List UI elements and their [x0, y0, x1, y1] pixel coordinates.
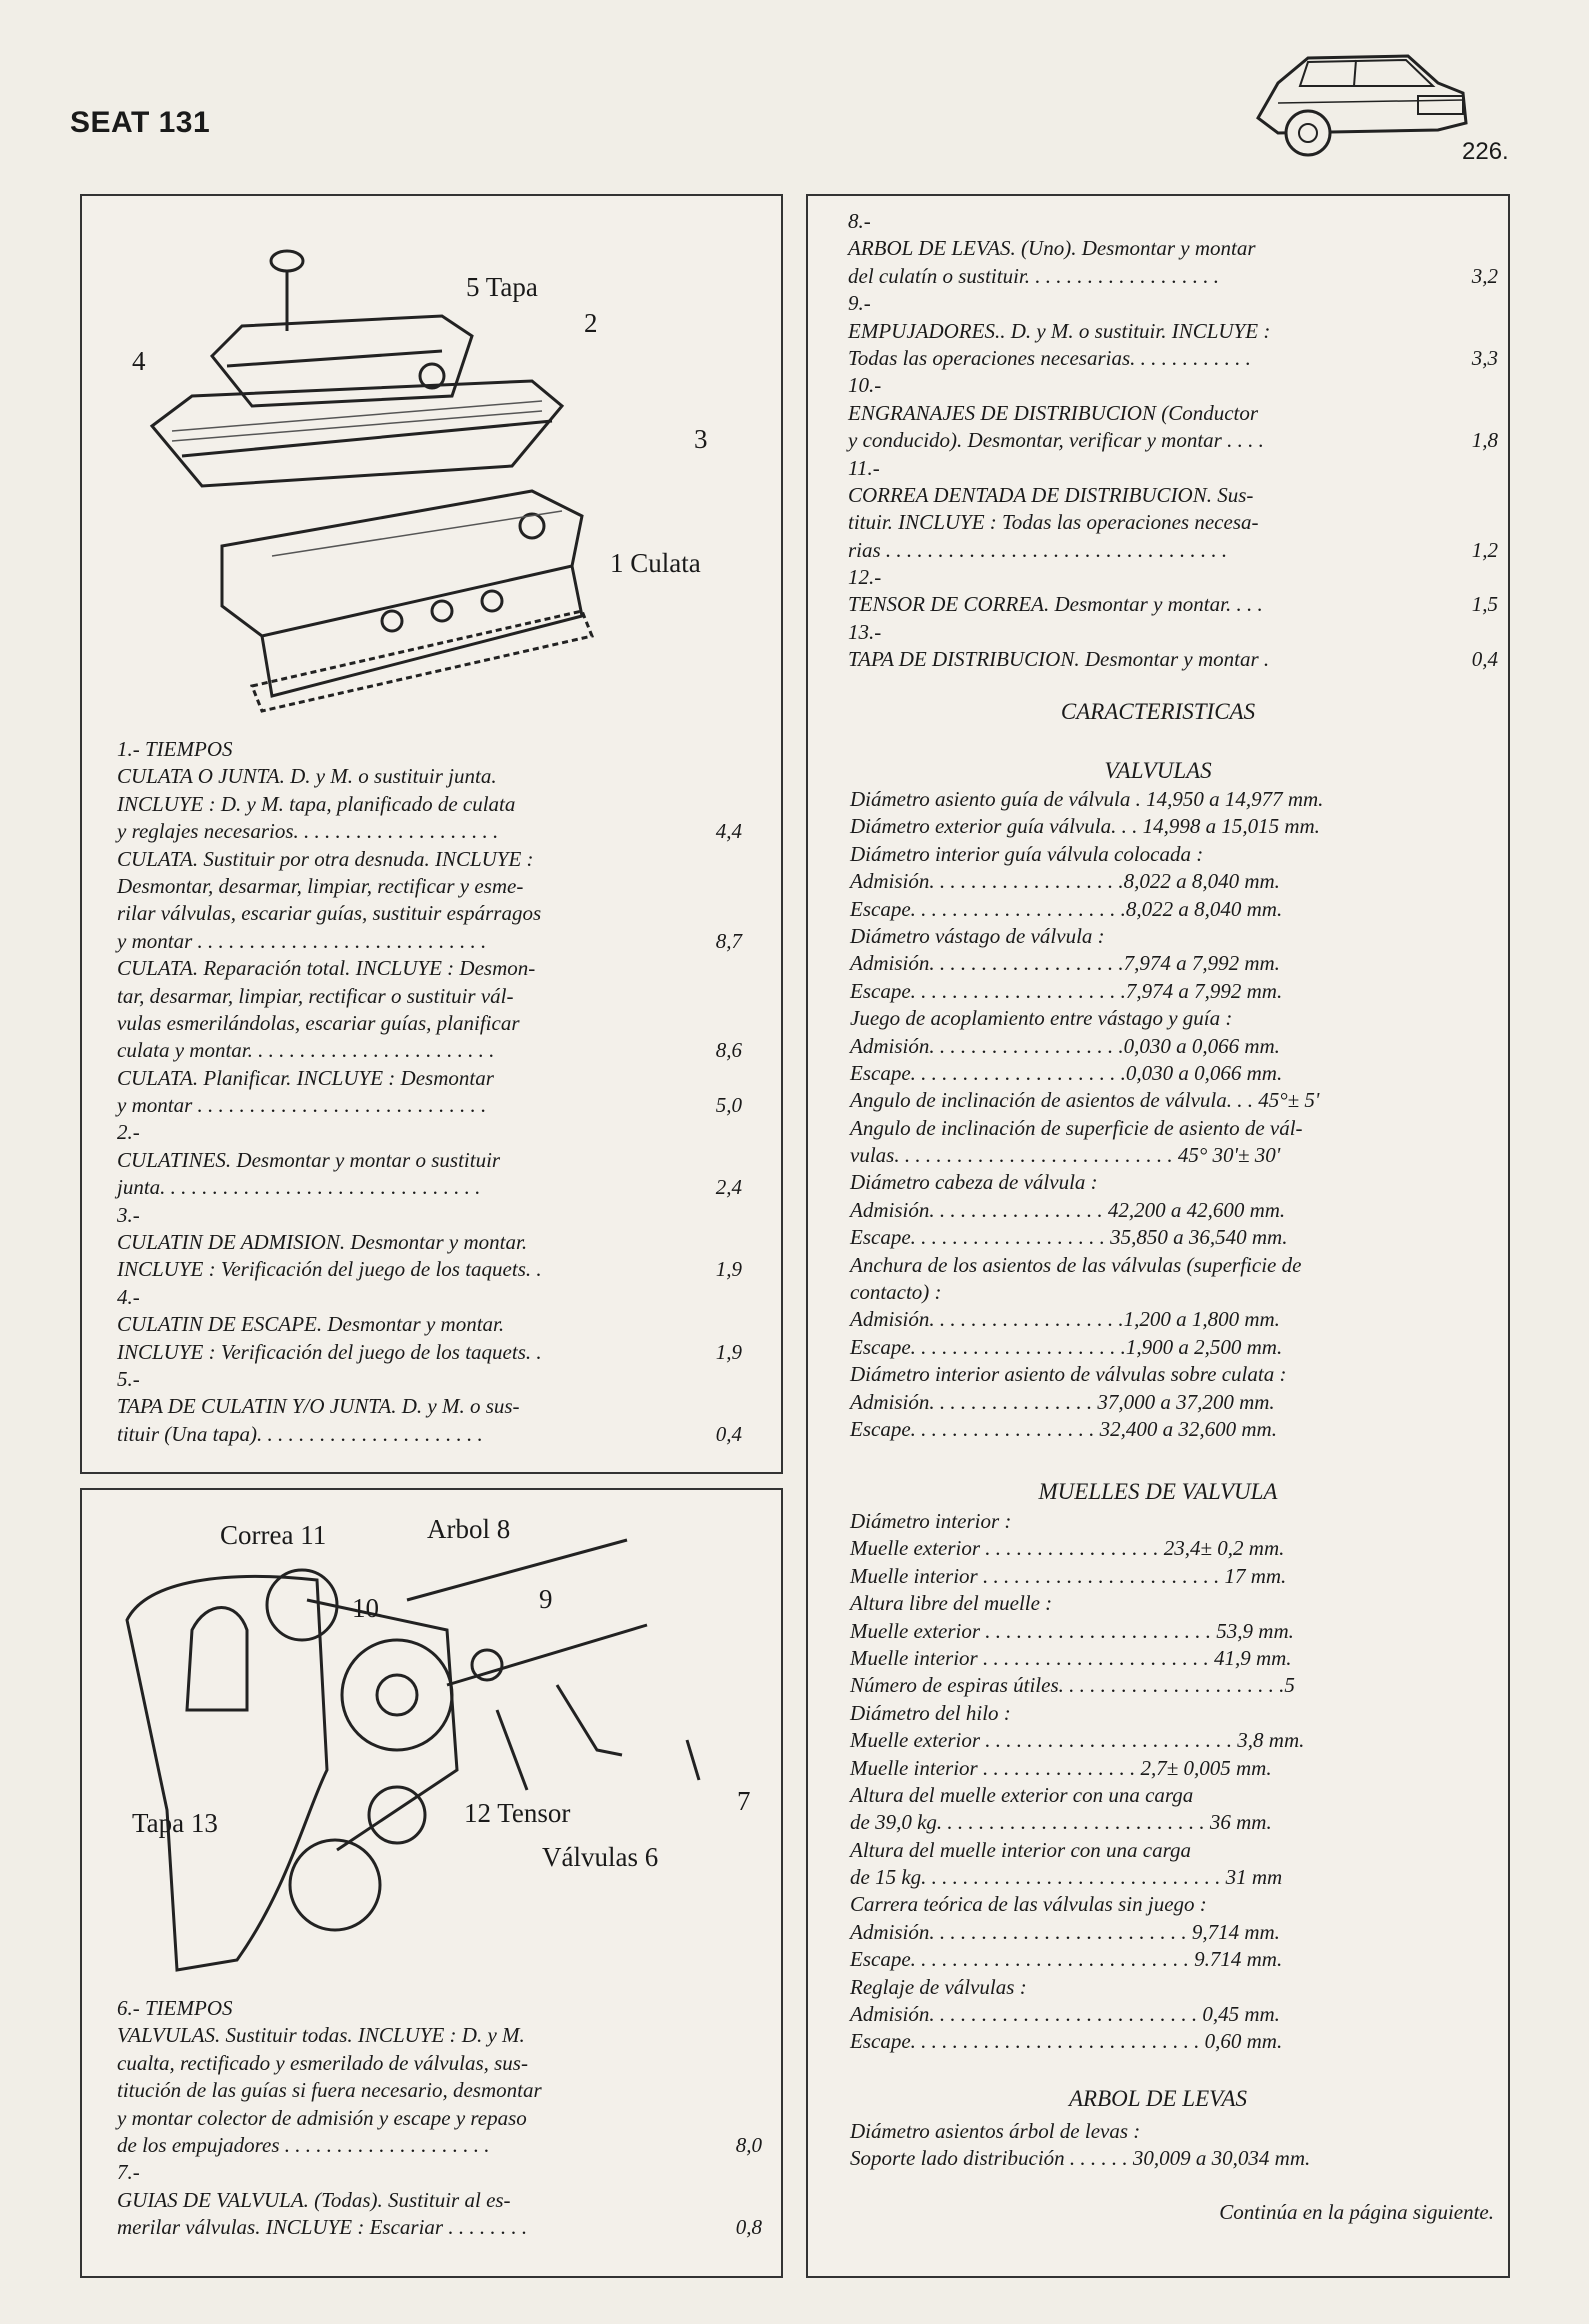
line-value: 8,6	[715, 1038, 742, 1063]
line-value: 3,2	[1471, 263, 1498, 288]
line-value: 8,7	[715, 928, 742, 953]
text-line	[848, 318, 1498, 345]
text-line	[850, 1115, 1495, 1142]
line-text: 12.-	[848, 565, 882, 590]
fig-label-culata: 1 Culata	[610, 548, 701, 578]
line-text: CULATA O JUNTA. D. y M. o sustituir junta.	[117, 764, 497, 789]
line-text: Diámetro interior asiento de válvulas sobre culata :	[850, 1362, 1287, 1387]
line-text: Muelle exterior . . . . . . . . . . . . . . . . . 23,4± 0,2 mm.	[850, 1536, 1285, 1561]
fig-label-4: 4	[132, 346, 146, 376]
line-text: Muelle exterior . . . . . . . . . . . . . . . . . . . . . . 53,9 mm.	[850, 1618, 1294, 1643]
fig-label-tapa: 5 Tapa	[466, 272, 538, 302]
line-text: 6.- TIEMPOS	[117, 1996, 233, 2020]
text-line	[117, 1256, 742, 1283]
line-text: 13.-	[848, 619, 882, 644]
line-text: Muelle exterior . . . . . . . . . . . . . . . . . . . . . . . . 3,8 mm.	[850, 1728, 1305, 1753]
text-line	[117, 928, 742, 955]
text-line	[848, 235, 1498, 262]
line-text: Reglaje de válvulas :	[850, 1974, 1027, 1999]
text-line	[850, 978, 1495, 1005]
line-text: del culatín o sustituir. . . . . . . . . . . . . . . . . . .	[848, 263, 1220, 288]
line-text: Muelle interior . . . . . . . . . . . . . . . 2,7± 0,005 mm.	[850, 1755, 1272, 1780]
text-line	[850, 1142, 1495, 1169]
line-text: VALVULAS. Sustituir todas. INCLUYE : D. y M.	[117, 2023, 525, 2048]
line-text: contacto) :	[850, 1280, 942, 1305]
text-line	[848, 427, 1498, 454]
line-text: Altura del muelle interior con una carga	[850, 1837, 1192, 1862]
line-text: rilar válvulas, escariar guías, sustituir espárragos	[117, 901, 542, 926]
text-line	[117, 1284, 742, 1311]
car-illustration	[1238, 38, 1478, 168]
line-text: Juego de acoplamiento entre vástago y guía :	[850, 1006, 1233, 1031]
arbol-heading: ARBOL DE LEVAS	[1068, 2086, 1248, 2111]
line-text: Altura libre del muelle :	[850, 1591, 1053, 1616]
text-line	[850, 868, 1495, 895]
line-text: Escape. . . . . . . . . . . . . . . . . . . 35,850 a 36,540 mm.	[850, 1225, 1288, 1250]
text-line	[850, 1416, 1495, 1443]
fig-label-9: 9	[539, 1584, 553, 1614]
line-text: vulas esmerilándolas, escariar guías, planificar	[117, 1010, 520, 1035]
line-text: INCLUYE : Verificación del juego de los taquets. .	[117, 1339, 542, 1364]
continued-note: Continúa en la página siguiente.	[1219, 2200, 1494, 2224]
text-line	[117, 2187, 762, 2214]
line-text: y reglajes necesarios. . . . . . . . . . . . . . . . . . . .	[117, 819, 499, 844]
text-line	[850, 1645, 1495, 1672]
line-text: TENSOR DE CORREA. Desmontar y montar. . . .	[848, 592, 1263, 617]
line-text: y montar colector de admisión y escape y repaso	[117, 2105, 527, 2130]
fig-label-valvulas: Válvulas 6	[542, 1842, 659, 1872]
text-line	[850, 896, 1495, 923]
arbol-specs	[850, 2118, 1495, 2173]
fig-label-7: 7	[737, 1786, 751, 1816]
text-line	[850, 1005, 1495, 1032]
text-line	[850, 1700, 1495, 1727]
text-line	[850, 1618, 1495, 1645]
text-line	[850, 1809, 1495, 1836]
text-line	[850, 1169, 1495, 1196]
line-text: de 15 kg. . . . . . . . . . . . . . . . . . . . . . . . . . . . . 31 mm	[850, 1865, 1283, 1890]
text-line	[850, 1974, 1495, 2001]
text-line	[848, 564, 1498, 591]
text-line	[848, 509, 1498, 536]
text-line	[850, 2145, 1495, 2172]
line-text: merilar válvulas. INCLUYE : Escariar . . . . . . . .	[117, 2215, 528, 2240]
line-value: 4,4	[715, 819, 742, 844]
line-value: 1,2	[1471, 537, 1498, 562]
text-line	[117, 818, 742, 845]
text-line	[117, 1010, 742, 1037]
line-text: Admisión. . . . . . . . . . . . . . . . . . .0,030 a 0,066 mm.	[850, 1033, 1280, 1058]
line-text: Diámetro del hilo :	[850, 1700, 1011, 1725]
line-text: 7.-	[117, 2160, 140, 2185]
text-line	[848, 537, 1498, 564]
text-line	[117, 1995, 762, 2022]
text-line	[850, 950, 1495, 977]
line-value: 5,0	[715, 1093, 742, 1118]
line-text: CULATINES. Desmontar y montar o sustituir	[117, 1147, 501, 1172]
line-text: Diámetro asientos árbol de levas :	[850, 2119, 1141, 2143]
text-line	[848, 400, 1498, 427]
text-line	[850, 1334, 1495, 1361]
line-text: INCLUYE : D. y M. tapa, planificado de culata	[117, 791, 516, 816]
text-line	[117, 1065, 742, 1092]
line-text: CULATA. Reparación total. INCLUYE : Desmon-	[117, 956, 536, 981]
line-text: Anchura de los asientos de las válvulas (superficie de	[850, 1252, 1302, 1277]
text-line	[850, 2001, 1495, 2028]
text-line	[850, 2118, 1495, 2145]
page-number: 226.	[1462, 138, 1509, 165]
text-line	[117, 1421, 742, 1448]
line-text: Escape. . . . . . . . . . . . . . . . . . . . .0,030 a 0,066 mm.	[850, 1060, 1283, 1085]
text-line	[117, 1311, 742, 1338]
text-line	[117, 1229, 742, 1256]
text-line	[850, 1919, 1495, 1946]
text-line	[850, 1891, 1495, 1918]
text-line	[117, 2105, 762, 2132]
text-line	[117, 2214, 762, 2241]
text-line	[850, 1279, 1495, 1306]
text-line	[850, 1389, 1495, 1416]
line-value: 3,3	[1471, 345, 1498, 370]
line-text: de los empujadores . . . . . . . . . . . . . . . . . . . .	[117, 2132, 490, 2157]
page-title: SEAT 131	[70, 106, 211, 139]
line-text: TAPA DE DISTRIBUCION. Desmontar y montar .	[848, 647, 1270, 672]
text-line	[848, 263, 1498, 290]
line-text: y montar . . . . . . . . . . . . . . . . . . . . . . . . . . . .	[117, 928, 487, 953]
line-text: Escape. . . . . . . . . . . . . . . . . . . . . . . . . . . 9.714 mm.	[850, 1947, 1283, 1972]
fig-label-arbol: Arbol 8	[427, 1514, 511, 1544]
text-line	[117, 1147, 742, 1174]
line-text: 10.-	[848, 373, 882, 398]
line-text: Número de espiras útiles. . . . . . . . . . . . . . . . . . . . . .5	[850, 1673, 1295, 1698]
caracteristicas-heading: CARACTERISTICAS	[1060, 699, 1256, 724]
line-text: 4.-	[117, 1284, 140, 1309]
text-line	[850, 1197, 1495, 1224]
text-line	[850, 1060, 1495, 1087]
line-text: 1.- TIEMPOS	[117, 737, 233, 761]
line-text: Diámetro interior guía válvula colocada :	[850, 841, 1204, 866]
line-value: 0,4	[1471, 647, 1498, 672]
line-text: CORREA DENTADA DE DISTRIBUCION. Sus-	[848, 482, 1254, 507]
text-line	[850, 1306, 1495, 1333]
line-text: 5.-	[117, 1366, 140, 1391]
line-value: 1,5	[1471, 592, 1498, 617]
line-text: INCLUYE : Verificación del juego de los taquets. .	[117, 1257, 542, 1282]
text-line	[117, 763, 742, 790]
cylinder-head-diagram	[112, 216, 732, 716]
text-line	[850, 1837, 1495, 1864]
line-text: ENGRANAJES DE DISTRIBUCION (Conductor	[848, 400, 1259, 425]
valvulas-heading: VALVULAS	[1104, 758, 1212, 783]
line-value: 1,9	[715, 1257, 742, 1282]
line-value: 0,4	[715, 1421, 742, 1446]
line-text: Altura del muelle exterior con una carga	[850, 1782, 1194, 1807]
text-line	[117, 983, 742, 1010]
line-text: junta. . . . . . . . . . . . . . . . . . . . . . . . . . . . . . .	[117, 1175, 481, 1200]
text-line	[848, 482, 1498, 509]
text-line	[850, 1563, 1495, 1590]
line-text: culata y montar. . . . . . . . . . . . . . . . . . . . . . . .	[117, 1038, 495, 1063]
fig-label-correa: Correa 11	[220, 1520, 327, 1550]
text-line	[850, 1590, 1495, 1617]
line-text: titución de las guías si fuera necesario, desmontar	[117, 2078, 542, 2103]
panel2-text	[117, 1995, 762, 2242]
text-line	[848, 646, 1498, 673]
line-text: Diámetro vástago de válvula :	[850, 923, 1105, 948]
line-text: CULATA. Planificar. INCLUYE : Desmontar	[117, 1065, 494, 1090]
muelles-specs	[850, 1508, 1495, 2056]
line-text: EMPUJADORES.. D. y M. o sustituir. INCLUYE :	[848, 318, 1271, 343]
text-line	[850, 1727, 1495, 1754]
line-text: 8.-	[848, 209, 871, 233]
line-text: Escape. . . . . . . . . . . . . . . . . . . . .8,022 a 8,040 mm.	[850, 896, 1283, 921]
line-text: Diámetro interior :	[850, 1509, 1012, 1533]
line-value: 8,0	[735, 2132, 762, 2157]
panel3-ops	[848, 208, 1498, 674]
line-text: Admisión. . . . . . . . . . . . . . . . . . . . . . . . . . 0,45 mm.	[850, 2002, 1280, 2027]
line-value: 0,8	[735, 2215, 762, 2240]
panel-culata	[80, 194, 783, 1474]
text-line	[848, 290, 1498, 317]
text-line	[850, 1782, 1495, 1809]
line-value: 1,9	[715, 1339, 742, 1364]
line-text: Desmontar, desarmar, limpiar, rectificar y esme-	[117, 873, 524, 898]
line-text: tituir. INCLUYE : Todas las operaciones necesa-	[848, 510, 1259, 535]
text-line	[117, 1202, 742, 1229]
line-text: Admisión. . . . . . . . . . . . . . . . 37,000 a 37,200 mm.	[850, 1389, 1275, 1414]
text-line	[850, 1864, 1495, 1891]
line-text: Admisión. . . . . . . . . . . . . . . . . . .7,974 a 7,992 mm.	[850, 951, 1280, 976]
timing-diagram	[87, 1510, 777, 1990]
text-line	[117, 1037, 742, 1064]
text-line	[850, 1252, 1495, 1279]
text-line	[850, 923, 1495, 950]
line-text: Angulo de inclinación de superficie de asiento de vál-	[850, 1115, 1303, 1140]
fig-label-2: 2	[584, 308, 598, 338]
text-line	[848, 619, 1498, 646]
text-line	[117, 1119, 742, 1146]
line-text: Todas las operaciones necesarias. . . . . . . . . . . .	[848, 345, 1251, 370]
line-text: Diámetro asiento guía de válvula . 14,950 a 14,977 mm.	[850, 787, 1324, 811]
line-text: CULATIN DE ESCAPE. Desmontar y montar.	[117, 1312, 505, 1337]
text-line	[850, 1946, 1495, 1973]
text-line	[850, 2028, 1495, 2055]
line-text: rias . . . . . . . . . . . . . . . . . . . . . . . . . . . . . . . . .	[848, 537, 1228, 562]
text-line	[848, 345, 1498, 372]
line-text: Admisión. . . . . . . . . . . . . . . . . 42,200 a 42,600 mm.	[850, 1197, 1286, 1222]
line-text: tituir (Una tapa). . . . . . . . . . . . . . . . . . . . . .	[117, 1421, 483, 1446]
line-text: Carrera teórica de las válvulas sin juego :	[850, 1892, 1207, 1917]
panel1-text	[117, 736, 742, 1448]
text-line	[850, 786, 1495, 813]
line-text: 2.-	[117, 1120, 140, 1145]
text-line	[117, 736, 742, 763]
text-line	[850, 1755, 1495, 1782]
line-text: Escape. . . . . . . . . . . . . . . . . . . . . . . . . . . . 0,60 mm.	[850, 2029, 1283, 2054]
line-text: TAPA DE CULATIN Y/O JUNTA. D. y M. o sus-	[117, 1394, 520, 1419]
text-line	[850, 813, 1495, 840]
text-line	[117, 1092, 742, 1119]
text-line	[117, 955, 742, 982]
text-line	[850, 1508, 1495, 1535]
text-line	[850, 1033, 1495, 1060]
text-line	[850, 1224, 1495, 1251]
line-text: Muelle interior . . . . . . . . . . . . . . . . . . . . . . 41,9 mm.	[850, 1645, 1292, 1670]
text-line	[848, 208, 1498, 235]
text-line	[117, 791, 742, 818]
line-text: Muelle interior . . . . . . . . . . . . . . . . . . . . . . . 17 mm.	[850, 1563, 1287, 1588]
text-line	[117, 846, 742, 873]
text-line	[850, 1087, 1495, 1114]
line-text: 3.-	[117, 1202, 140, 1227]
text-line	[117, 1393, 742, 1420]
line-text: Escape. . . . . . . . . . . . . . . . . . . . .7,974 a 7,992 mm.	[850, 978, 1283, 1003]
line-text: Angulo de inclinación de asientos de válvula. . . 45°± 5'	[850, 1088, 1320, 1113]
text-line	[117, 873, 742, 900]
text-line	[848, 591, 1498, 618]
panel-distribucion	[80, 1488, 783, 2278]
valvulas-specs	[850, 786, 1495, 1443]
line-text: CULATIN DE ADMISION. Desmontar y montar.	[117, 1230, 528, 1255]
text-line	[117, 900, 742, 927]
line-text: Escape. . . . . . . . . . . . . . . . . . . . .1,900 a 2,500 mm.	[850, 1334, 1283, 1359]
text-line	[848, 455, 1498, 482]
line-text: 9.-	[848, 291, 871, 316]
text-line	[117, 2159, 762, 2186]
line-value: 2,4	[715, 1175, 742, 1200]
line-text: y conducido). Desmontar, verificar y montar . . . .	[848, 428, 1264, 453]
fig-label-tapa13: Tapa 13	[132, 1808, 218, 1838]
line-text: Soporte lado distribución . . . . . . 30,009 a 30,034 mm.	[850, 2146, 1311, 2171]
line-value: 1,8	[1471, 428, 1498, 453]
text-line	[850, 1535, 1495, 1562]
text-line	[117, 1174, 742, 1201]
text-line	[117, 1366, 742, 1393]
text-line	[117, 2022, 762, 2049]
line-text: vulas. . . . . . . . . . . . . . . . . . . . . . . . . . . 45° 30'± 30'	[850, 1143, 1281, 1168]
text-line	[848, 372, 1498, 399]
text-line	[117, 2077, 762, 2104]
line-text: y montar . . . . . . . . . . . . . . . . . . . . . . . . . . . .	[117, 1093, 487, 1118]
muelles-heading: MUELLES DE VALVULA	[1038, 1479, 1278, 1504]
text-line	[117, 2132, 762, 2159]
text-line	[117, 1339, 742, 1366]
line-text: 11.-	[848, 455, 880, 480]
text-line	[850, 841, 1495, 868]
line-text: de 39,0 kg. . . . . . . . . . . . . . . . . . . . . . . . . . 36 mm.	[850, 1810, 1272, 1835]
line-text: Admisión. . . . . . . . . . . . . . . . . . .1,200 a 1,800 mm.	[850, 1307, 1280, 1332]
line-text: GUIAS DE VALVULA. (Todas). Sustituir al es-	[117, 2187, 511, 2212]
line-text: Diámetro exterior guía válvula. . . 14,998 a 15,015 mm.	[850, 814, 1320, 839]
line-text: Admisión. . . . . . . . . . . . . . . . . . .8,022 a 8,040 mm.	[850, 869, 1280, 894]
line-text: Admisión. . . . . . . . . . . . . . . . . . . . . . . . . 9,714 mm.	[850, 1919, 1280, 1944]
text-line	[117, 2050, 762, 2077]
panel-caracteristicas	[806, 194, 1510, 2278]
fig-label-10: 10	[352, 1593, 379, 1623]
fig-label-3: 3	[694, 424, 708, 454]
line-text: Escape. . . . . . . . . . . . . . . . . . 32,400 a 32,600 mm.	[850, 1416, 1277, 1441]
text-line	[850, 1672, 1495, 1699]
line-text: CULATA. Sustituir por otra desnuda. INCLUYE :	[117, 846, 534, 871]
line-text: cualta, rectificado y esmerilado de válvulas, sus-	[117, 2050, 528, 2075]
line-text: ARBOL DE LEVAS. (Uno). Desmontar y montar	[848, 236, 1256, 261]
text-line	[850, 1361, 1495, 1388]
fig-label-tensor: 12 Tensor	[464, 1798, 571, 1828]
line-text: Diámetro cabeza de válvula :	[850, 1170, 1098, 1195]
line-text: tar, desarmar, limpiar, rectificar o sustituir vál-	[117, 983, 514, 1008]
